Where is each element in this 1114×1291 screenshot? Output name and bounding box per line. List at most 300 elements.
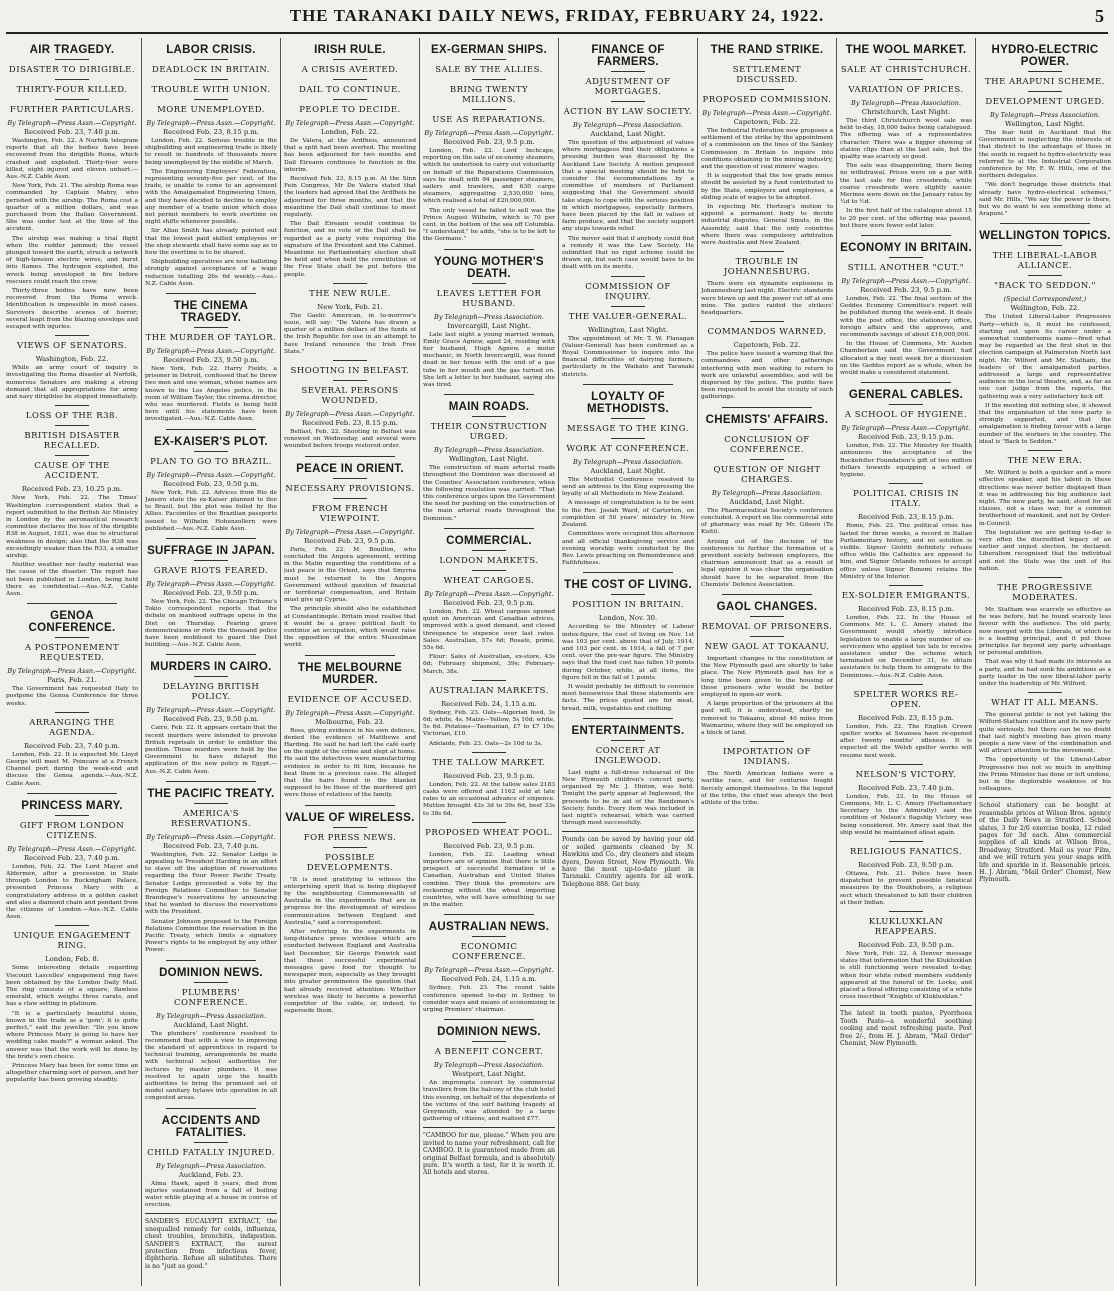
article-paragraph: The legislation we are getting to-day is very often the discredited legacy of an earlier and unjust election, he declared. Liberalism recognised that the individual and not the State was the unit of the nation. (979, 529, 1111, 572)
article-paragraph: The opportunity of the Liberal-Labor Progressive lies not so much in anything the Prime Minister has done or left undone, but in the deplorable weakness of his colleagues. (979, 757, 1111, 793)
article-dateline: London, Feb. 22. (321, 128, 379, 136)
article-paragraph: Ottawa, Feb. 21. Police have been dispatched to prevent possible fanatical measures by the Doukhobors, a religious sect which threatened to kill their children at their Indian. (840, 870, 972, 906)
article-paragraph: Washington, Feb. 22. A Norfolk telegram reports that all the bodies have been recovered from the dirigible Roma, which crashed and exploded. Thirty-four were killed, eight injured and eleven unhurt.—Aus.-N.Z. Cable Assn. (6, 138, 138, 181)
article-paragraph: The Industrial Federation now proposes a settlement of the strike by the appointment of a commission on the lines of the Sankey Commission in Britain to inquire into conditions obtaining in the mining industry, and the question of coal miners' wages. (701, 128, 833, 171)
subhead-rule (750, 89, 784, 90)
subhead-rule (889, 841, 923, 842)
article-subhead: PLUMBERS' CONFERENCE. (174, 987, 248, 1008)
article-subhead: THE TALLOW MARKET. (432, 757, 546, 768)
article-paragraph: The Dail Eireann would continue to function, and no vote of the Dail shall be regarded as a party vote requiring the signature of the President and the Cabinet. Meantime no Parliamentary election shall be held and when held the constitution of the Free State shall be put before the people. (284, 221, 416, 278)
article-dateline: Paris, Feb. 21. (47, 676, 97, 685)
article-dateline: Auckland, Feb. 23. (178, 1170, 244, 1179)
subhead-rule (333, 478, 367, 479)
article (145, 967, 277, 1103)
article-end-rule (27, 793, 117, 794)
article-paragraph: Flour: Sales of Australian, ex-store, 43s 6d; February shipment, 39s; February-March, 38s. (423, 654, 555, 675)
subhead-rule (750, 741, 784, 742)
subhead-rule (472, 680, 506, 681)
article-paragraph: Ross, giving evidence in his own defence, denied the evidence of Matthews and Harding. He said he had left the café early on the night of the crime and slept at home. He said the detectives were manufacturing evidence in order to fit him, because he beat them in a previous case. He alleged that the hairs found in the blanket supposed to be those of the murdered girl were those of relatives of the family. (284, 727, 416, 799)
article-dateline: Received Feb. 23, 9.5 p.m. (443, 138, 535, 146)
subhead-rule (472, 79, 506, 80)
advertisement-notice: The latest in tooth pastes, Pyorrhoea Tooth Paste—a wonderful soothing cooling and most refreshing paste. Post free 2/-, from H. J. Abram, "Mail Order" Chemist, New Plymouth. (840, 1005, 972, 1047)
article-headline: WELLINGTON TOPICS. (979, 230, 1111, 243)
article (701, 251, 833, 317)
article-dateline: Received Feb. 23, 8.15 p.m. (858, 604, 954, 613)
article (6, 44, 138, 331)
article-end-rule (166, 781, 256, 782)
article-headline: DOMINION NEWS. (159, 966, 263, 979)
article-paragraph: Received Feb. 23, 8.15 p.m. At the Sinn Fein Congress, Mr De Valera stated that the leaders had agreed that the Ardfheis be adjourned for three months, and that the meantime the Dail shall continue to meet regularly. (284, 176, 416, 219)
subhead-rule (1028, 577, 1062, 578)
article-dateline: Capetown, Feb. 22. (733, 341, 801, 350)
article-paragraph: Some interesting details regarding Viscount Lascelles' engagement ring have been obtained by the London Daily Mail. The ring consists of a square, flawless emerald, which weighs three carats, and has a claw setting in platinum. (6, 965, 138, 1008)
article-dateline: Received Feb. 23, 9.50 p.m. (163, 479, 259, 488)
subhead-rule (333, 689, 367, 690)
article-subhead: DISASTER TO DIRIGIBLE. (8, 65, 136, 75)
article-credit: By Telegraph—Press Assn.—Copyright. (841, 424, 971, 433)
advertisement-notice: "CAMBOO for me, please." When you are invited to name your refreshment, call for CAMBOO. It is guaranteed made from an original Belfast formula, and is absolutely pure. It's worth a test, for it is worth it. All hotels and stores. (423, 1127, 555, 1176)
subhead-rule (55, 637, 89, 638)
article-credit: By Telegraph—Press Assn.—Copyright. (424, 129, 554, 137)
article-credit: (Special Correspondent.) (1003, 295, 1087, 304)
article-subhead: AMERICA'S RESERVATIONS. (170, 808, 252, 829)
article-subhead: ARRANGING THE AGENDA. (29, 717, 115, 738)
article-paragraph: Belfast, Feb. 22. Shooting in Belfast was renewed on Wednesday, and several were wounded before troops restored order. (284, 429, 416, 450)
subhead-rule (889, 585, 923, 586)
article-dateline: Wellington, Last Night. (588, 325, 668, 334)
subhead-rule (472, 1041, 506, 1042)
article-paragraph: The only vessel he failed to sell was the Prince August Wilhelm, which is 70 per cent. in the bottom of the sea off Columbia. "I understand," he adds, "she is to be left to the Germans." (423, 207, 555, 243)
article-subhead: RELIGIOUS FANATICS. (849, 846, 963, 857)
column-3 (284, 38, 416, 1286)
article-headline: AUSTRALIAN NEWS. (428, 921, 550, 934)
article (284, 44, 416, 279)
article-headline: GENERAL CABLES. (848, 389, 964, 402)
article-credit: By Telegraph—Press Association. (573, 457, 683, 466)
article-subhead: POLITICAL CRISIS IN ITALY. (853, 489, 959, 510)
article-paragraph: The principle should also be established at Constantinople. Britain must realise that it would be a grave political fault to continue an occupation, which would raise the opposition of the entire Mussulman world. (284, 606, 416, 649)
article-subhead: PLAN TO GO TO BRAZIL. (150, 456, 272, 467)
subhead-rule (1028, 275, 1062, 276)
article-credit: By Telegraph—Press Association. (156, 1161, 266, 1170)
article-paragraph: London, Feb. 22. The English Crown spelter works at Swansea have re-opened after twenty months' idleness. It is expected all the Welsh spelter works will resume next week. (840, 723, 972, 759)
article-credit: By Telegraph—Press Assn.—Copyright. (146, 470, 276, 479)
article-subhead: SPELTER WORKS RE-OPEN. (853, 689, 959, 710)
article-dateline: Auckland, Last Night. (590, 130, 666, 138)
article-paragraph: The Pharmaceutical Society's conference concluded. A report on the commercial side of pharmacy was read by Mr. Gibson (Te Kuiti). (701, 507, 833, 536)
article-subhead: PEOPLE TO DECIDE. (299, 105, 401, 115)
article-paragraph: The general public is not yet taking the Wilford-Statham coalition and its new party quite seriously, but there can be no doubt that last night's meeting has given many people a new view of the combination and will attract attention to the movement. (979, 712, 1111, 755)
article-dateline: Received Feb. 23, 9.5 p.m. (860, 286, 952, 295)
article-subhead: A CRISIS AVERTED. (301, 65, 399, 75)
subhead-rule (1028, 245, 1062, 246)
subhead-rule (333, 360, 367, 361)
article-headline: EX-KAISER'S PLOT. (154, 435, 268, 448)
article-paragraph: Rome, Feb. 22. The political crisis has lasted for three weeks, a record in Italian Parliamentary history, and no solution is visible. Signor Giolitti definitely refuses office while the Catholics are opposed to him, and Signor Orlando refuses to accept office unless Signor Bonomi retains the Ministry of the Interior. (840, 523, 972, 580)
article-paragraph: Adelaide, Feb. 23. Oats—2s 10d to 3s. (429, 740, 543, 747)
article-subhead: THEIR CONSTRUCTION URGED. (430, 422, 548, 443)
article (145, 788, 277, 955)
article-subhead: TROUBLE WITH UNION. (151, 85, 271, 95)
article-paragraph: Princess Mary has been for some time an altogether charming sort of person, and her popularity has been growing steadily. (6, 1063, 138, 1084)
article-credit: By Telegraph—Press Association. (712, 488, 822, 497)
article-dateline: Invercargill, Last Night. (447, 321, 531, 330)
article-paragraph: New York, Feb. 22. Advices from Rio de Janeiro state the ex-Kaiser planned to flee to Brazil, but the plot was foiled by the Allies. Facsimiles of the Brazilian passports issued to Wilhelm Hohenzollern were published.—Aus.-N.Z. Cable Assn. (145, 489, 277, 532)
article (145, 300, 277, 424)
article-paragraph: London, Feb. 22. It is expected Mr. Lloyd George will meet M. Poincare at a French Channel port during the week-end and discuss the Genoa agenda.—Aus.-N.Z. Cable Assn. (6, 751, 138, 787)
masthead (0, 6, 1114, 28)
article-end-rule (166, 654, 256, 655)
article-dateline: Washington, Feb. 22. (35, 355, 109, 364)
column-separator (558, 38, 559, 1286)
subhead-rule (472, 416, 506, 417)
article-subhead: PROPOSED WHEAT POOL. (425, 827, 553, 838)
article-paragraph: Neither weather nor faulty material was the cause of the disaster. The report has not been published in London, being held there as confidential.—Aus.-N.Z. Cable Assn. (6, 562, 138, 597)
article-paragraph: Last night a full-dress rehearsal of the New Plymouth children's concert party, organised by Mr. J. Hinton, was held. Tonight the party appear at Inglewood, the proceeds to be in aid of the Bandsmen's Society funds. Every item was included in last night's rehearsal, which was carried through most successfully. (562, 769, 694, 827)
article-paragraph: The Engineering Employers' Federation, representing seventy-five per cent. of the trade, is unable to come to an agreement with the Amalgamated Engineering Union, and they have decided to decline to employ any member of a trade union which does not permit members to work overtime on night shifts whenever possible. (145, 168, 277, 226)
article-credit: By Telegraph—Press Assn.—Copyright. (285, 527, 415, 536)
article-paragraph: New York, Feb. 22. The Times' Washington correspondent states that a report submitted to the British Air Ministry in London by the aeronautical research committee declares the loss of the dirigible R38 in August, 1921, was due to structural weakness in design; also that the R38 was exceedingly weaker than the R33, a smaller airship. (6, 495, 138, 559)
article-paragraph: London, Feb. 22. The Lord Mayor and Aldermen, after a procession in State through London to Buckingham Palace, presented Princess Mary with a congratulatory address in a golden casket and also a diamond chain and pendant from the citizens of London.—Aus.-N.Z. Cable Assn. (6, 863, 138, 921)
article-subhead: DELAYING BRITISH POLICY. (162, 682, 260, 703)
article (701, 44, 833, 247)
article (979, 450, 1111, 573)
column-1 (6, 38, 138, 1286)
article-paragraph: Mr. Wilford is both a quicker and a more effective speaker, and his talent in these directions was never better displayed than it was in addressing his big audience last night. The new party, he said, stood for all classes, not a class war, for a common brotherhood of mankind, and not by Order-in-Council. (979, 470, 1111, 527)
article-subhead: A POSTPONEMENT REQUESTED. (24, 643, 120, 664)
article (562, 579, 694, 712)
article-headline: LOYALTY OF METHODISTS. (587, 390, 669, 415)
subhead-rule (611, 101, 645, 102)
subhead-rule (611, 276, 645, 277)
subhead-rule (611, 71, 645, 72)
article (562, 391, 694, 567)
subhead-rule (889, 79, 923, 80)
column-6 (701, 38, 833, 1286)
column-separator (141, 38, 142, 1286)
article-subhead: POSITION IN BRITAIN. (572, 600, 684, 611)
article-headline: ACCIDENTS AND FATALITIES. (161, 1114, 261, 1139)
article-credit: By Telegraph—Press Association. (434, 312, 544, 321)
article-paragraph: Shipbuilding operatives are now balloting strongly against acceptance of a wage reduction totalling 26s 6d weekly.—Aus.-N.Z. Cable Assn. (145, 259, 277, 287)
article-paragraph: The construction of main arterial roads throughout the Dominion was discussed at the Counties' Association conference, when the following resolution was carried: "That this conference urges upon the Government the need for pushing on the construction of the main arterial roads throughout the Dominion." (423, 465, 555, 522)
article (840, 483, 972, 581)
article-paragraph: The appointment of Mr. T. W. Flanagan (Valuer-General) has been confirmed as a Royal Commissioner to inquire into the financial difficulties of dairying farmers, particularly in the Waikato and Taranaki districts. (562, 335, 694, 378)
article-dateline: Westport, Last Night. (451, 1070, 527, 1079)
article-subhead: A SCHOOL OF HYGIENE. (844, 410, 968, 421)
article-paragraph: London, Feb. 22. In the House of Commons, Mr. L. C. Amery (Parliamentary Secretary to the Admiralty) said the condition of Nelson's flagship Victory was being considered. Mr. Amery said that the ship would be maintained afloat again. (840, 793, 972, 836)
article-paragraph: The Gaelic American, in to-morrow's issue, will say: "De Valera has drawn a quarter of a million dollars of the funds of the Irish Republic for use in an attempt to have Ireland renounce the Irish Free State." (284, 312, 416, 355)
article-headline: THE MELBOURNE MURDER. (297, 661, 403, 686)
article (6, 335, 138, 401)
article-dateline: Wellington, Last Night. (449, 455, 529, 464)
article-end-rule (444, 914, 534, 915)
article-subhead: NELSON'S VICTORY. (855, 769, 957, 780)
article-headline: AIR TRAGEDY. (29, 44, 115, 56)
masthead-title: THE TARANAKI DAILY NEWS, FRIDAY, FEBRUARY 24, 1922. (289, 6, 825, 25)
article (701, 741, 833, 807)
article-subhead: LOSS OF THE R38. (25, 411, 119, 422)
subhead-rule (333, 827, 367, 828)
article-paragraph: The Government has requested Italy to postpone the Genoa Conference for three weeks. (6, 686, 138, 707)
article-end-rule (166, 293, 256, 294)
article-subhead: TROUBLE IN JOHANNESBURG. (723, 257, 811, 278)
article-dateline: Received Feb. 23, 9.50 p.m. (163, 356, 259, 365)
article-subhead: THE ARAPUNI SCHEME. (985, 77, 1105, 87)
article-subhead: DEVELOPMENT URGED. (985, 97, 1105, 107)
article (840, 44, 972, 230)
subhead-rule (611, 438, 645, 439)
article (701, 414, 833, 589)
article-paragraph: That was why it had made its interests as a party, and he had sunk his ambitions as a party leader in the new liberal-labor party under the leadership of Mr. Wilford. (979, 659, 1111, 687)
article-paragraph: Sydney, Feb. 23. Oats—Algerian feed, 3s 6d; white, 4s. Maize—Yellow, 5s 10d; white, 5s 6d. Potatoes—Tasmanian, £7 to £7 10s; Victorian, £10. (423, 709, 555, 738)
article-paragraph: Late last night a young married woman, Emily Grace Agnew, aged 24, residing with her husband, Hugh Agnew, a motor mechanic, in North Invercargill, was found dead in her house with the end of a gas tube in her mouth and the gas turned on. She left a letter to her husband, saying she was tired. (423, 331, 555, 389)
article (6, 610, 138, 708)
article-dateline: Auckland, Last Night. (173, 1020, 249, 1029)
article-headline: THE CINEMA TRAGEDY. (173, 300, 249, 325)
article-credit: By Telegraph—Press Assn.—Copyright. (146, 579, 276, 588)
article (284, 360, 416, 451)
column-5 (562, 38, 694, 1286)
subhead-rule (750, 616, 784, 617)
article-headline: CHEMISTS' AFFAIRS. (705, 413, 829, 426)
article-subhead: MORE UNEMPLOYED. (157, 105, 265, 115)
article-paragraph: Paris, Feb. 22. M. Bouillon, who concluded the Angora agreement, writing in the Matin regarding the conditions of a just peace in the Orient, says that Smyrna must be returned to the Angora Government without question of financial or territorial compensation, and Britain must give up Cyprus. (284, 546, 416, 604)
subhead-rule (611, 594, 645, 595)
article-dateline: Received Feb. 23, 9.50 p.m. (163, 588, 259, 597)
article-paragraph: A message of congratulation is to be sent to the Rev. Josiah Ward, of Carterton, on completion of 50 years' ministry in New Zealand. (562, 500, 694, 529)
article-end-rule (1000, 223, 1090, 224)
subhead-rule (333, 847, 367, 848)
article-subhead: EX-SOLDIER EMIGRANTS. (841, 590, 971, 601)
article-credit: By Telegraph—Press Association. (851, 99, 961, 107)
article (423, 256, 555, 390)
subhead-rule (333, 498, 367, 499)
advertisement-notice: Pounds can be saved by having your old or soiled garments cleaned by N. Hawkins and Co., dry cleaners and steam dyers, Devon Street, New Plymouth. We have the most up-to-date plant in Taranaki. Country agents for all work. Telephone 888. Get busy. (562, 831, 694, 888)
article-subhead: NEW GAOL AT TOKAANU. (704, 641, 830, 652)
article-paragraph: If the meeting did nothing else, it showed that the organisation of the new party is strongly supported, and that the amalgamation is finding favour with a large number of the workers in the country. The ideal is "Back to Seddon." (979, 402, 1111, 445)
subhead-rule (194, 59, 228, 60)
article-dateline: London, Feb. 8. (45, 955, 99, 964)
column-4 (423, 38, 555, 1286)
article-headline: GAOL CHANGES. (716, 600, 818, 613)
article (979, 577, 1111, 688)
article-credit: By Telegraph—Press Association. (990, 111, 1100, 119)
article-paragraph: De Valera, at the Ardfheis, announced that a split had been averted. The meeting has been adjourned for two months and Dail Eireann continues to function in the interim. (284, 138, 416, 173)
article-headline: FINANCE OF FARMERS. (591, 44, 665, 68)
article-paragraph: In the House of Commons, Mr. Austen Chamberlain said the Government had allocated a day next week for a discussion on the Geddes report as a whole, when he would make a considered statement. (840, 341, 972, 377)
article-paragraph: It would probably be difficult to convince most housewives that these statements are facts. The prices quoted are for meat, bread, milk, vegetables and clothing. (562, 683, 694, 712)
article-headline: DOMINION NEWS. (437, 1026, 541, 1039)
article (979, 692, 1111, 793)
article-paragraph: London, Feb. 22. Leading wheat importers are of opinion that there is little prospect of successful formation of a Canadian, Australian and United States combine. They think the promoters are reckoning without the wheat importing countries, who will have something to say in the matter. (423, 851, 555, 909)
column-7 (840, 38, 972, 1286)
article-headline: MAIN ROADS. (448, 401, 530, 414)
advertisement-notice: School stationery can be bought at reasonable prices at Wilson Bros. agency of the Daily News in Stratford. School slates, 3 for 2/6 exercise books, 12 ruled pages for 3d each. Also commercial supplies of all kinds at Wilson Bros., Broadway, Stratford. Mail us your Film, and we will return you your snaps with life and sparkle in it. Reasonable prices. H. J. Abram, "Mail Order" Chemist, New Plymouth. (979, 797, 1111, 883)
article-dateline: Auckland, Last Night. (590, 466, 666, 475)
subhead-rule (611, 306, 645, 307)
subhead-rule (472, 752, 506, 753)
article-subhead: UNIQUE ENGAGEMENT RING. (13, 931, 131, 952)
subhead-rule (194, 560, 228, 561)
article-subhead: PROPOSED COMMISSION. (702, 95, 832, 105)
article-end-rule (27, 603, 117, 604)
article-headline: COMMERCIAL. (446, 534, 532, 547)
article (284, 812, 416, 1016)
subhead-rule (194, 79, 228, 80)
article-headline: ENTERTAINMENTS. (571, 724, 685, 737)
subhead-rule (333, 59, 367, 60)
article-subhead: CONCLUSION OF CONFERENCE. (724, 434, 810, 455)
article (145, 44, 277, 288)
article (840, 911, 972, 1001)
article-dateline: Melbourne, Feb. 23. (315, 717, 385, 726)
article-credit: By Telegraph—Press Assn.—Copyright. (7, 667, 137, 676)
subhead-rule (889, 684, 923, 685)
article-paragraph: "We don't begrudge those districts that already have hydro-electrical schemes," said Mr. Hills. "We say the power is there, but we do want to see something done at Arapuni." (979, 182, 1111, 218)
article (840, 764, 972, 837)
article-paragraph: Sir Allan Smith has already pointed out that the lowest paid skilled employees or the shop stewards shall have some say as to how the overtime is to be shared. (145, 228, 277, 257)
article (145, 661, 277, 775)
article-end-rule (444, 394, 534, 395)
article-end-rule (722, 594, 812, 595)
article-headline: MURDERS IN CAIRO. (150, 661, 272, 674)
article-credit: By Telegraph—Press Assn.—Copyright. (424, 589, 554, 598)
article (562, 725, 694, 828)
article-dateline: Received Feb. 24, 1.15 a.m. (441, 975, 537, 984)
subhead-rule (333, 283, 367, 284)
article-subhead: IMPORTATION OF INDIANS. (723, 747, 811, 768)
article-paragraph: There were six dynamite explosions in Johannesburg last night. Electric standards were blown up and the power cut off at one mine. The police raided the strikers' headquarters. (701, 281, 833, 317)
article-subhead: ECONOMIC CONFERENCE. (452, 942, 526, 963)
subhead-rule (889, 257, 923, 258)
article-credit: By Telegraph—Press Association. (573, 121, 683, 129)
article-subhead: CHILD FATALLY INJURED. (147, 1147, 275, 1158)
article-dateline: Received Feb. 23, 9.5 p.m. (443, 598, 535, 607)
article-paragraph: The question of the adjustment of values where mortgagees find their obligations a pressing burden was discussed by the Auckland Law Society. A motion proposed that a special meeting should be held to consider the recommendations by a committee of members of Parliament suggesting that the Government should take steps to cope with the serious position in which mortgagees, especially farmers, have been placed by the fall in values of farm produce, and that the society support any steps towards relief. (562, 140, 694, 233)
subhead-rule (55, 712, 89, 713)
subhead-rule (889, 59, 923, 60)
article-subhead: "BACK TO SEDDON." (994, 281, 1096, 292)
subhead-rule (750, 59, 784, 60)
article (6, 800, 138, 922)
article-dateline: Received Feb. 23, 8.15 p.m. (163, 128, 259, 136)
article (423, 1026, 555, 1123)
article (840, 684, 972, 760)
article (979, 44, 1111, 218)
subhead-rule (472, 283, 506, 284)
article-dateline: Received Feb. 23, 7.40 p.m. (24, 853, 120, 862)
article-subhead: STILL ANOTHER "CUT." (847, 263, 965, 274)
article-subhead: SHOOTING IN BELFAST. (290, 366, 410, 377)
article-credit: By Telegraph—Press Assn.—Copyright. (146, 832, 276, 841)
article-paragraph: The airship was making a trial flight when the rudder jammed; the vessel plunged toward the earth, struck a network of high-tension electric wires, and burst into flames. The hydrogen exploded, the wreck being enveloped in fire before rescuers could reach the crew. (6, 235, 138, 285)
subhead-rule (472, 936, 506, 937)
article-subhead: SALE BY THE ALLIES. (435, 65, 543, 75)
subhead-rule (889, 483, 923, 484)
article-subhead: USE AS REPARATIONS. (432, 115, 546, 125)
article-subhead: AUSTRALIAN MARKETS. (429, 685, 549, 696)
article-subhead: WHEAT CARGOES. (443, 575, 535, 586)
article-credit: By Telegraph—Press Assn.—Copyright. (146, 706, 276, 715)
subhead-rule (1028, 450, 1062, 451)
article-credit: By Telegraph—Press Assn.—Copyright. (285, 708, 415, 717)
article-paragraph: London, Feb. 22. Wheat cargoes opened quiet on American and Canadian advices, improved with a good demand, and closed threepence to sixpence over last rates. Sales: Australian, 57s 6d; Rosafe, prime, 55s 6d. (423, 608, 555, 651)
article-paragraph: Sydney, Feb. 23. The round table conference opened to-day in Sydney to consider ways and means of economising in urging Premiers' chairman. (423, 985, 555, 1013)
subhead-rule (194, 451, 228, 452)
article-subhead: SEVERAL PERSONS WOUNDED. (301, 386, 399, 407)
article-subhead: THE NEW ERA. (1007, 456, 1083, 467)
article-credit: By Telegraph—Press Assn.—Copyright. (285, 410, 415, 419)
article (6, 925, 138, 1084)
article-dateline: London, Nov. 30. (598, 614, 658, 623)
article-dateline: Received Feb. 23, 8.15 p.m. (858, 713, 954, 722)
subhead-rule (1028, 91, 1062, 92)
article-end-rule (444, 1019, 534, 1020)
article (423, 822, 555, 910)
column-separator (697, 38, 698, 1286)
article-subhead: SALE AT CHRISTCHURCH. (840, 65, 972, 75)
article (701, 601, 833, 737)
article-paragraph: The mover said that if anybody could find a remedy it was the Law Society. He submitted that no rigid scheme could be drawn up, but each case would have to be dealt with on its merits. (562, 235, 694, 271)
subhead-rule (1028, 71, 1062, 72)
article-subhead: ACTION BY LAW SOCIETY. (563, 107, 693, 117)
article-paragraph: Alma Hawk, aged 8 years, died from injuries sustained from a fall of boiling water while playing at a house in course of erection. (145, 1180, 277, 1209)
article-subhead: QUESTION OF NIGHT CHARGES. (713, 464, 821, 485)
article-paragraph: New York, Feb. 21. The airship Roma was commanded by Captain Mabry, who perished with the airship. The Roma cost a quarter of a million dollars, and was purchased from the Italian Government. She was under test at the time of the accident. (6, 183, 138, 233)
article-subhead: VIEWS OF SENATORS. (17, 341, 127, 352)
article-dateline: Received Feb. 23, 7.40 p.m. (24, 741, 120, 750)
subhead-rule (472, 570, 506, 571)
article (145, 545, 277, 649)
subhead-rule (194, 327, 228, 328)
article-subhead: COMMISSION OF INQUIRY. (585, 281, 671, 302)
article-end-rule (861, 235, 951, 236)
subhead-rule (472, 109, 506, 110)
article-headline: THE WOOL MARKET. (845, 44, 967, 56)
subhead-rule (55, 59, 89, 60)
advertisement-notice: SANDER'S EUCALYPTI EXTRACT, the unequalled remedy for colds, influenza, chest troubles, bronchitis, indigestion. SANDER'S EXTRACT, the surest protection from infectious fever, diphtheria. Refuse all substitutes. There is no "just as good." (145, 1213, 277, 1270)
subhead-rule (194, 676, 228, 677)
subhead-rule (194, 1142, 228, 1143)
article-end-rule (166, 1108, 256, 1109)
column-2 (145, 38, 277, 1286)
article-paragraph: In the first half of the catalogue about 15 to 20 per cent. of the offering was passed, but there were fewer sold later. (840, 208, 972, 229)
article-end-rule (583, 718, 673, 719)
article (562, 44, 694, 272)
article-subhead: GIFT FROM LONDON CITIZENS. (19, 820, 125, 841)
article (6, 712, 138, 788)
article-subhead: DAIL TO CONTINUE. (299, 85, 401, 95)
article (840, 841, 972, 907)
column-separator (419, 38, 420, 1286)
article-subhead: NECESSARY PROVISIONS. (285, 483, 415, 494)
article-headline: THE RAND STRIKE. (710, 44, 824, 56)
article-paragraph: A large proportion of the prisoners at the gaol will, it is understood, shortly be removed to Tokaanu, about 40 miles from Waimarino, where they will be employed on a block of land. (701, 701, 833, 736)
article (284, 662, 416, 800)
subhead-rule (194, 982, 228, 983)
article-end-rule (444, 249, 534, 250)
subhead-rule (333, 99, 367, 100)
article-subhead: FROM FRENCH VIEWPOINT. (311, 503, 389, 524)
article-paragraph: In rejecting Mr. Hertzog's motion to appoint a permanent body to decide industrial disputes, General Smuts, in the Assembly, said that the only countries where there was compulsory arbitration were Australia and New Zealand. (701, 204, 833, 247)
article-headline: GENOA CONFERENCE. (28, 610, 116, 635)
article-paragraph: The North American Indians were a warlike race, and for centuries fought fiercely amongst themselves. In the legend of the tribe, the chief was always the best athlete of the tribe. (701, 771, 833, 806)
article-subhead: FOR PRESS NEWS. (303, 832, 397, 843)
article-dateline: Received Feb. 23, 8.15 p.m. (302, 419, 398, 428)
subhead-rule (472, 59, 506, 60)
article (423, 401, 555, 523)
